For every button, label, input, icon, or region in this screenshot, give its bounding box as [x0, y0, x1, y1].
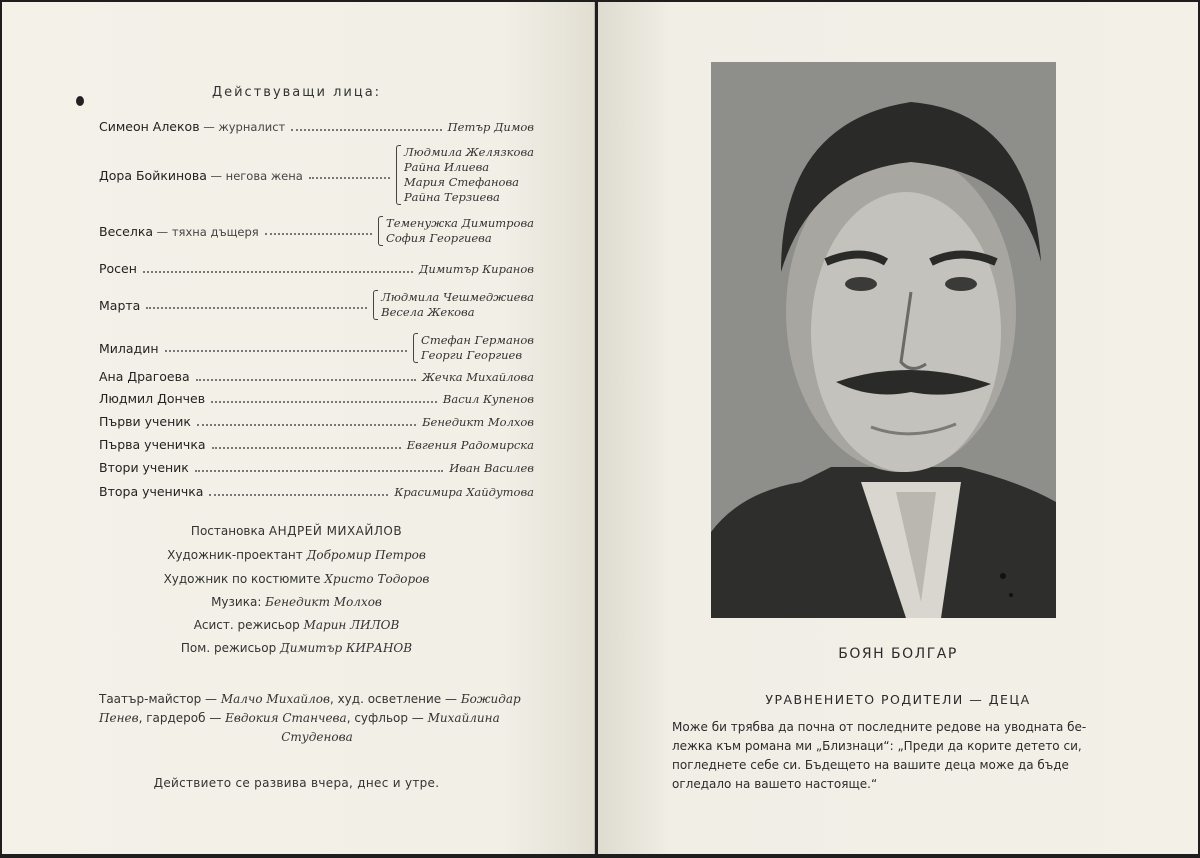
essay-line: Може би трябва да почна от последните редове на уводната бе- [672, 720, 1087, 734]
cast-heading: Действуващи лица: [211, 85, 382, 100]
actor-name: Райна Илиева [403, 160, 490, 174]
actor-name: Димитър Киранов [419, 261, 534, 276]
role-name: Първи ученик [99, 414, 191, 429]
dot-leader [212, 447, 401, 449]
role-name: Симеон Алеков [99, 119, 200, 134]
credit-line [0, 618, 593, 632]
brace [378, 216, 383, 246]
credit-label: Постановка [190, 524, 269, 538]
staff-name: Пенев [99, 711, 139, 725]
role-desc: — журналист [199, 120, 286, 134]
credit-label: Пом. режисьор [180, 641, 281, 655]
dot-leader [146, 307, 367, 309]
actor-name: Мария Стефанова [403, 175, 520, 189]
actor-name: Петър Димов [447, 119, 534, 134]
essay-text [672, 718, 1124, 794]
staff-text: , худ. осветление — [329, 692, 461, 706]
staff-paragraph [99, 690, 535, 747]
staff-text: Таатър-майстор — [99, 692, 221, 706]
dot-leader [265, 233, 372, 235]
credit-label: Художник по костюмите [163, 572, 325, 586]
dot-leader [165, 350, 408, 352]
dot-leader [209, 494, 388, 496]
dot-leader [291, 129, 441, 131]
essay-line: погледнете себе си. Бъдещето на вашите деца може да бъде [672, 758, 1069, 772]
actor-name: Людмила Чешмеджиева [381, 290, 534, 304]
dot-leader [211, 401, 437, 403]
role-desc: — негова жена [206, 168, 303, 183]
role-name: Миладин [99, 340, 159, 356]
essay-title: УРАВНЕНИЕТО РОДИТЕЛИ — ДЕЦА [765, 692, 1031, 707]
credit-name: Бенедикт Молхов [265, 595, 382, 609]
actor-name: София Георгиева [386, 231, 492, 245]
photo-caption: БОЯН БОЛГАР [838, 646, 958, 662]
dot-leader [309, 177, 390, 179]
cast-row [99, 261, 534, 276]
role-name: Людмил Дончев [99, 391, 206, 406]
staff-name: Студенова [281, 730, 353, 744]
essay-line: лежка към романа ми „Близнаци“: „Преди да корите детето си, [672, 739, 1082, 753]
dot-leader [195, 470, 443, 472]
actor-name: Людмила Желязкова [403, 145, 534, 159]
credit-label: Музика: [211, 595, 266, 609]
role-name: Първа ученичка [99, 437, 206, 452]
brace [373, 290, 378, 320]
dot-leader [196, 379, 416, 381]
cast-row [99, 216, 534, 246]
credit-line [0, 595, 593, 609]
dot-leader [143, 271, 413, 273]
staff-name: Малчо Михайлов [220, 692, 330, 706]
brace [396, 145, 401, 205]
actor-name: Бенедикт Молхов [422, 414, 534, 429]
role-name: Росен [99, 261, 137, 276]
cast-row [99, 333, 534, 363]
cast-row [99, 460, 534, 475]
portrait-photo [711, 62, 1056, 618]
role-name: Втори ученик [99, 460, 189, 475]
role-name: Марта [99, 297, 141, 313]
cast-row [99, 290, 534, 320]
credit-label: Асист. режисьор [193, 618, 304, 632]
role-name: Веселка [99, 223, 154, 239]
actor-name: Васил Купенов [442, 391, 534, 406]
dot-leader [197, 424, 416, 426]
credit-name: Христо Тодоров [324, 572, 430, 586]
cast-row [99, 414, 534, 429]
essay-line: огледало на вашето настояще.“ [672, 777, 878, 791]
credit-name: Добромир Петров [306, 548, 426, 562]
actor-name: Весела Жекова [381, 305, 475, 319]
setting-note: Действието се развива вчера, днес и утре. [153, 776, 440, 790]
staff-name: Михайлина [427, 711, 500, 725]
brace [413, 333, 418, 363]
staff-text: , гардероб — [138, 711, 226, 725]
actor-name: Георги Георгиев [421, 348, 523, 362]
credit-line [0, 524, 593, 538]
cast-row [99, 119, 534, 134]
credit-line [0, 641, 593, 655]
role-name: Ана Драгоева [99, 369, 190, 384]
role-name: Втора ученичка [99, 484, 204, 499]
actor-name: Теменужка Димитрова [386, 216, 534, 230]
credit-name: Марин ЛИЛОВ [303, 618, 400, 632]
credit-name: Димитър КИРАНОВ [280, 641, 413, 655]
cast-row [99, 437, 534, 452]
credit-name: АНДРЕЙ МИХАЙЛОВ [268, 524, 403, 538]
staff-name: Евдокия Станчева [225, 711, 347, 725]
role-desc: — тяхна дъщеря [153, 224, 259, 239]
actor-name: Жечка Михайлова [422, 369, 534, 384]
credit-line [0, 548, 593, 562]
cast-row [99, 369, 534, 384]
cast-row [99, 391, 534, 406]
cast-row [99, 484, 534, 499]
actor-name: Иван Василев [449, 460, 534, 475]
actor-name: Райна Терзиева [403, 190, 500, 204]
cast-row [99, 145, 534, 205]
actor-name: Стефан Германов [421, 333, 534, 347]
credit-line [0, 572, 593, 586]
staff-name: Божидар [460, 692, 521, 706]
role-name: Дора Бойкинова [99, 167, 207, 183]
staff-text: , суфльор — [346, 711, 428, 725]
credit-label: Художник-проектант [167, 548, 307, 562]
actor-name: Красимира Хайдутова [394, 484, 534, 499]
actor-name: Евгения Радомирска [406, 437, 534, 452]
portrait-illustration [711, 62, 1056, 618]
